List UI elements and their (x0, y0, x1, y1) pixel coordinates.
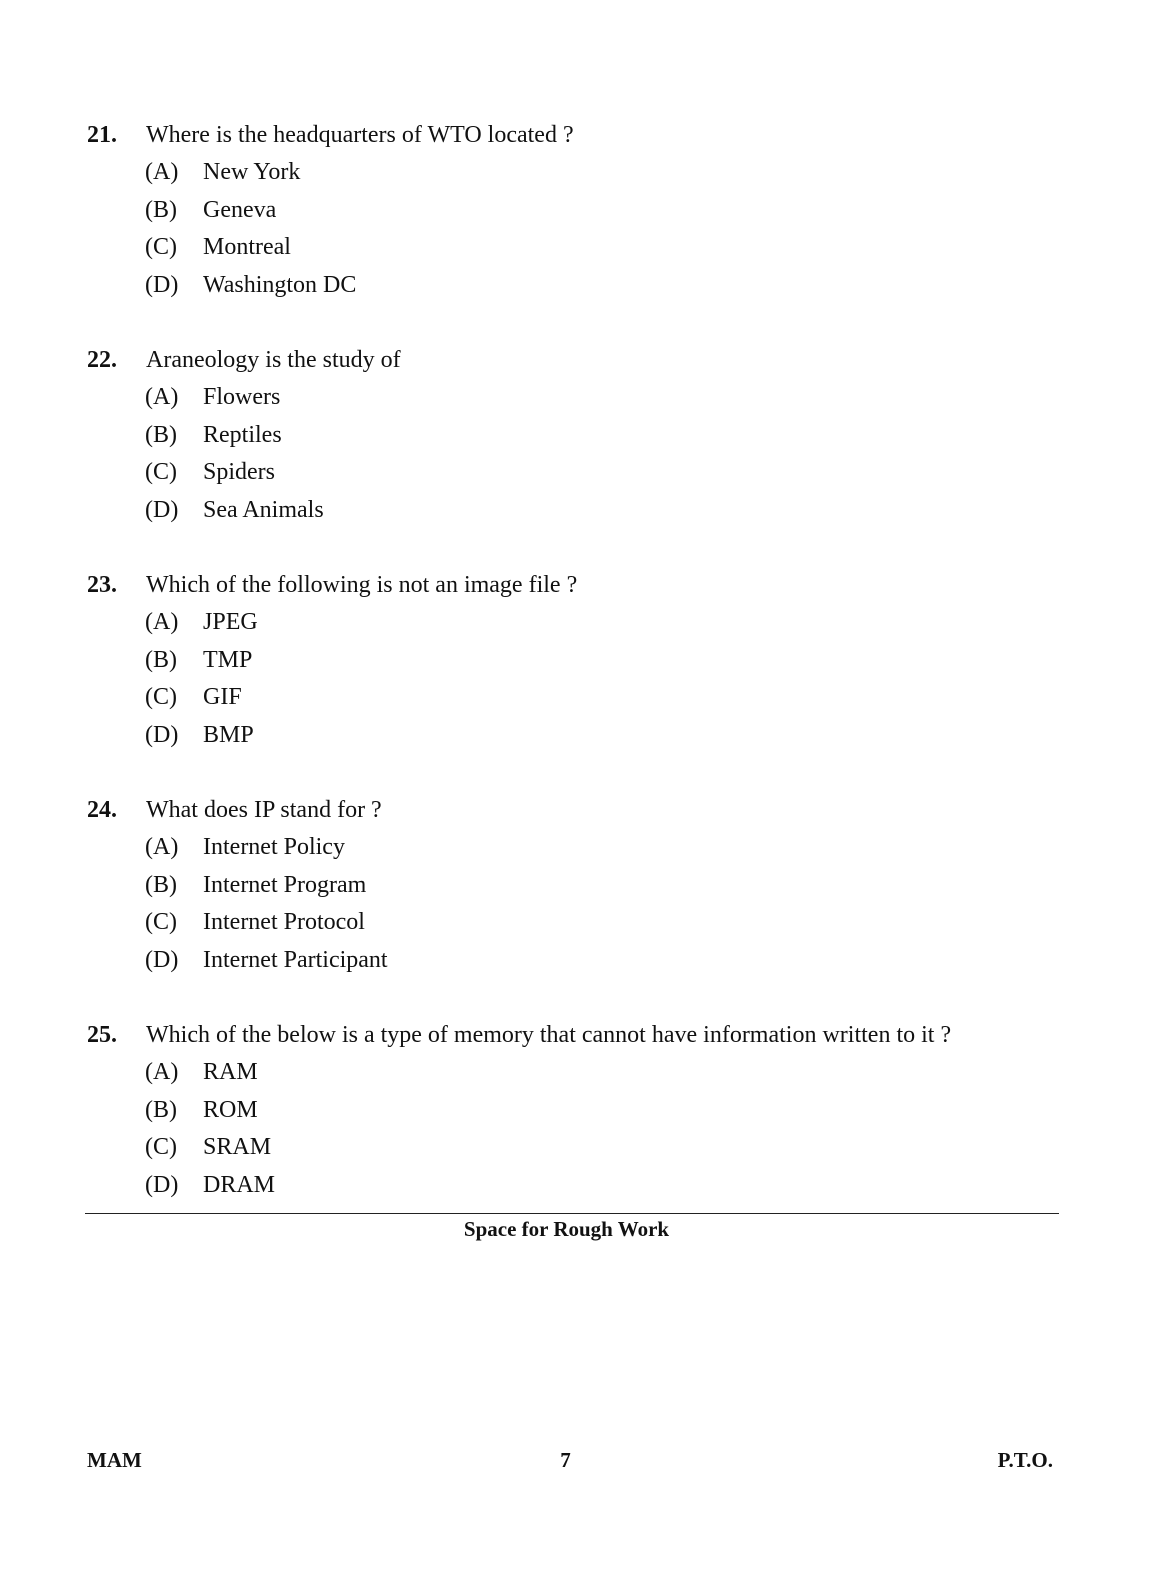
option-text: Geneva (203, 196, 277, 223)
option-letter: (B) (145, 871, 177, 898)
option-text: DRAM (203, 1171, 276, 1198)
option-text: Washington DC (203, 271, 357, 298)
option-letter: (B) (145, 421, 177, 448)
option-letter: (D) (145, 721, 179, 748)
option-text: Reptiles (203, 421, 282, 448)
option-b (87, 1092, 1067, 1130)
option-b (87, 417, 1067, 455)
option-d (87, 492, 1067, 530)
option-c (87, 1129, 1067, 1167)
option-letter: (D) (145, 271, 179, 298)
question-number: 24. (87, 797, 117, 823)
option-b (87, 642, 1067, 680)
option-letter: (C) (145, 234, 177, 260)
page-number: 7 (560, 1448, 571, 1472)
option-letter: (D) (145, 496, 179, 523)
footer-code: MAM (87, 1448, 142, 1472)
option-letter: (D) (145, 1171, 179, 1198)
option-letter: (A) (145, 1059, 179, 1085)
option-letter: (A) (145, 609, 179, 635)
option-d (87, 267, 1067, 305)
question-text: Which of the below is a type of memory that cannot have information written to it ? (146, 1022, 952, 1048)
question-22 (87, 342, 1067, 529)
rough-work-heading: Space for Rough Work (463, 1217, 670, 1241)
option-text: Internet Protocol (203, 909, 365, 935)
option-a (87, 604, 1067, 642)
option-b (87, 867, 1067, 905)
option-c (87, 679, 1067, 717)
option-letter: (B) (145, 646, 177, 673)
option-b (87, 192, 1067, 230)
option-letter: (D) (145, 946, 179, 973)
option-letter: (A) (145, 159, 179, 185)
option-c (87, 454, 1067, 492)
option-a (87, 829, 1067, 867)
option-c (87, 229, 1067, 267)
option-text: JPEG (203, 609, 258, 635)
option-a (87, 154, 1067, 192)
option-d (87, 717, 1067, 755)
option-text: Sea Animals (203, 496, 324, 523)
option-text: Montreal (203, 234, 291, 260)
option-letter: (B) (145, 196, 177, 223)
question-25 (87, 1017, 1067, 1204)
option-a (87, 379, 1067, 417)
option-text: Internet Policy (203, 834, 345, 860)
question-number: 22. (87, 347, 117, 373)
option-text: New York (203, 159, 301, 185)
option-text: Internet Program (203, 871, 367, 898)
question-number: 21. (87, 122, 117, 148)
question-stem (87, 342, 1067, 379)
question-text: Araneology is the study of (146, 347, 401, 373)
option-text: SRAM (203, 1134, 272, 1160)
question-24 (87, 792, 1067, 979)
option-letter: (C) (145, 459, 177, 485)
footer-pto: P.T.O. (997, 1448, 1053, 1472)
option-text: BMP (203, 721, 254, 748)
option-text: Flowers (203, 384, 281, 410)
option-text: ROM (203, 1096, 258, 1123)
option-letter: (A) (145, 834, 179, 860)
question-stem (87, 792, 1067, 829)
option-text: GIF (203, 684, 242, 710)
question-text: Which of the following is not an image file ? (146, 572, 578, 598)
question-stem (87, 1017, 1067, 1054)
option-text: RAM (203, 1059, 258, 1085)
option-letter: (B) (145, 1096, 177, 1123)
option-text: TMP (203, 646, 253, 673)
option-d (87, 1167, 1067, 1205)
question-stem (87, 117, 1067, 154)
option-letter: (C) (145, 909, 177, 935)
question-23 (87, 567, 1067, 754)
option-d (87, 942, 1067, 980)
question-number: 23. (87, 572, 117, 598)
question-stem (87, 567, 1067, 604)
option-letter: (C) (145, 1134, 177, 1160)
question-text: What does IP stand for ? (146, 797, 382, 823)
question-21 (87, 117, 1067, 304)
option-text: Internet Participant (203, 946, 388, 973)
question-number: 25. (87, 1022, 117, 1048)
option-text: Spiders (203, 459, 275, 485)
option-a (87, 1054, 1067, 1092)
option-letter: (A) (145, 384, 179, 410)
option-letter: (C) (145, 684, 177, 710)
option-c (87, 904, 1067, 942)
question-text: Where is the headquarters of WTO located ? (146, 122, 574, 148)
